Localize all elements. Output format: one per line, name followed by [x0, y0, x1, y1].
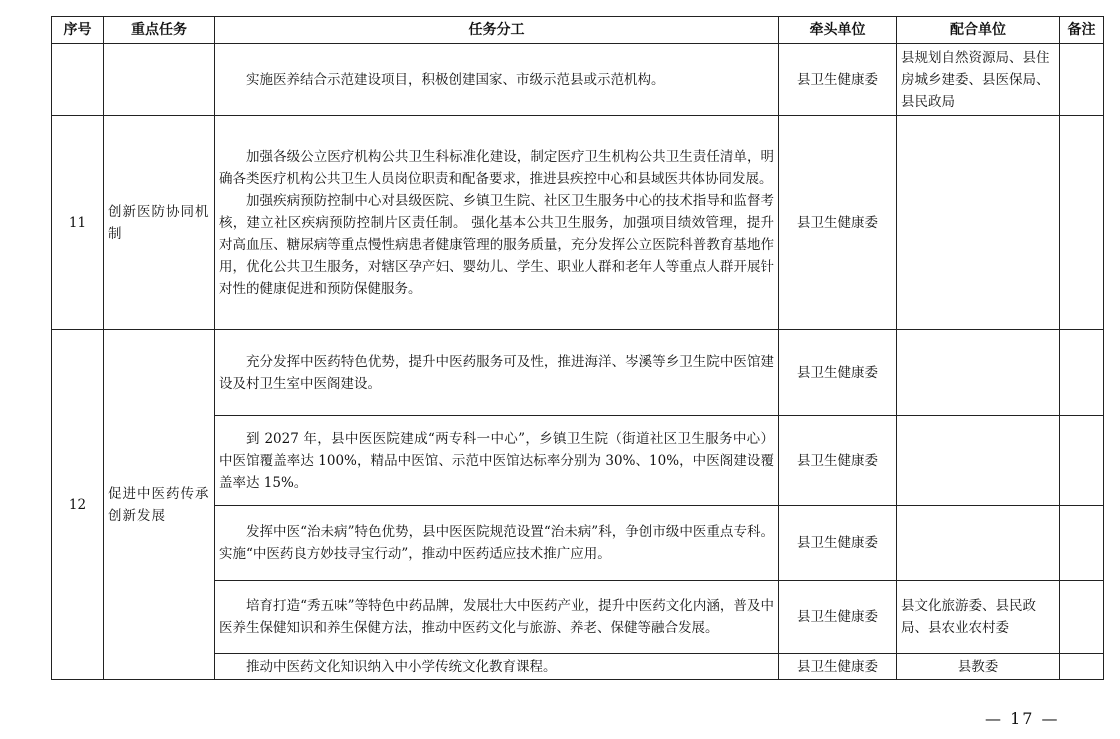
task-text: 充分发挥中医药特色优势，提升中医药服务可及性，推进海洋、岑溪等乡卫生院中医馆建设及村卫生室中医阁建设。 — [219, 353, 774, 392]
note-cell — [1060, 44, 1104, 116]
header-key-task: 重点任务 — [104, 17, 215, 44]
note-cell — [1060, 116, 1104, 330]
key-task-cell: 促进中医药传承创新发展 — [104, 330, 215, 680]
task-table — [51, 16, 1104, 680]
header-coop: 配合单位 — [897, 17, 1060, 44]
page-number: — 17 — — [985, 709, 1060, 728]
task-text: 推动中医药文化知识纳入中小学传统文化教育课程。 — [246, 658, 557, 675]
task-cell — [215, 581, 779, 654]
task-cell — [215, 506, 779, 581]
lead-cell: 县卫生健康委 — [779, 416, 897, 506]
table-row — [52, 44, 1104, 116]
lead-cell: 县卫生健康委 — [779, 116, 897, 330]
header-seq: 序号 — [52, 17, 104, 44]
task-text: 实施医养结合示范建设项目，积极创建国家、市级示范县或示范机构。 — [246, 71, 665, 88]
task-cell — [215, 654, 779, 680]
coop-cell: 县规划自然资源局、县住房城乡建委、县医保局、县民政局 — [897, 44, 1060, 116]
note-cell — [1060, 654, 1104, 680]
seq-cell: 11 — [52, 116, 104, 330]
coop-cell — [897, 506, 1060, 581]
lead-cell: 县卫生健康委 — [779, 44, 897, 116]
note-cell — [1060, 330, 1104, 416]
table-row — [52, 116, 1104, 330]
task-text: 培育打造“秀五味”等特色中药品牌，发展壮大中医药产业，提升中医药文化内涵，普及中医养生保健知识和养生保健方法，推动中医药文化与旅游、养老、保健等融合发展。 — [219, 598, 774, 636]
coop-cell — [897, 116, 1060, 330]
task-text: 加强疾病预防控制中心对县级医院、乡镇卫生院、社区卫生服务中心的技术指导和监督考核，建立社区疾病预防控制片区责任制。 强化基本公共卫生服务，加强项目绩效管理，提升对高血压、糖尿病等重点慢性病患者健康管理的服务质量，充分发挥公立医院科普教育基地作用，优化公共卫生服务，对辖区孕产妇、婴幼儿、学生、职业人群和老年人等重点人群开展针对性的健康促进和预防保健服务。 — [219, 192, 774, 297]
lead-cell: 县卫生健康委 — [779, 506, 897, 581]
seq-cell — [52, 44, 104, 116]
note-cell — [1060, 581, 1104, 654]
task-text: 发挥中医“治未病”特色优势，县中医医院规范设置“治未病”科，争创市级中医重点专科。实施“中医药良方妙技寻宝行动”，推动中医药适应技术推广应用。 — [219, 524, 774, 562]
table-header-row — [52, 17, 1104, 44]
note-cell — [1060, 416, 1104, 506]
coop-cell: 县文化旅游委、县民政局、县农业农村委 — [897, 581, 1060, 654]
coop-cell — [897, 416, 1060, 506]
task-cell — [215, 44, 779, 116]
task-cell — [215, 416, 779, 506]
header-lead: 牵头单位 — [779, 17, 897, 44]
task-cell — [215, 330, 779, 416]
task-text: 加强各级公立医疗机构公共卫生科标准化建设，制定医疗卫生机构公共卫生责任清单，明确各类医疗机构公共卫生人员岗位职责和配备要求，推进县疾控中心和县域医共体协同发展。 — [219, 148, 774, 187]
key-task-cell: 创新医防协同机制 — [104, 116, 215, 330]
header-division: 任务分工 — [215, 17, 779, 44]
table-row — [52, 330, 1104, 416]
seq-cell: 12 — [52, 330, 104, 680]
coop-cell — [897, 330, 1060, 416]
note-cell — [1060, 506, 1104, 581]
header-note: 备注 — [1060, 17, 1104, 44]
lead-cell: 县卫生健康委 — [779, 330, 897, 416]
lead-cell: 县卫生健康委 — [779, 654, 897, 680]
key-task-cell — [104, 44, 215, 116]
coop-cell: 县教委 — [897, 654, 1060, 680]
task-text: 到 2027 年，县中医医院建成“两专科一中心”，乡镇卫生院（街道社区卫生服务中心）中医馆覆盖率达 100%，精品中医馆、示范中医馆达标率分别为 30%、10%，中医阁建设覆盖率达 15%。 — [219, 430, 774, 491]
task-cell — [215, 116, 779, 330]
lead-cell: 县卫生健康委 — [779, 581, 897, 654]
